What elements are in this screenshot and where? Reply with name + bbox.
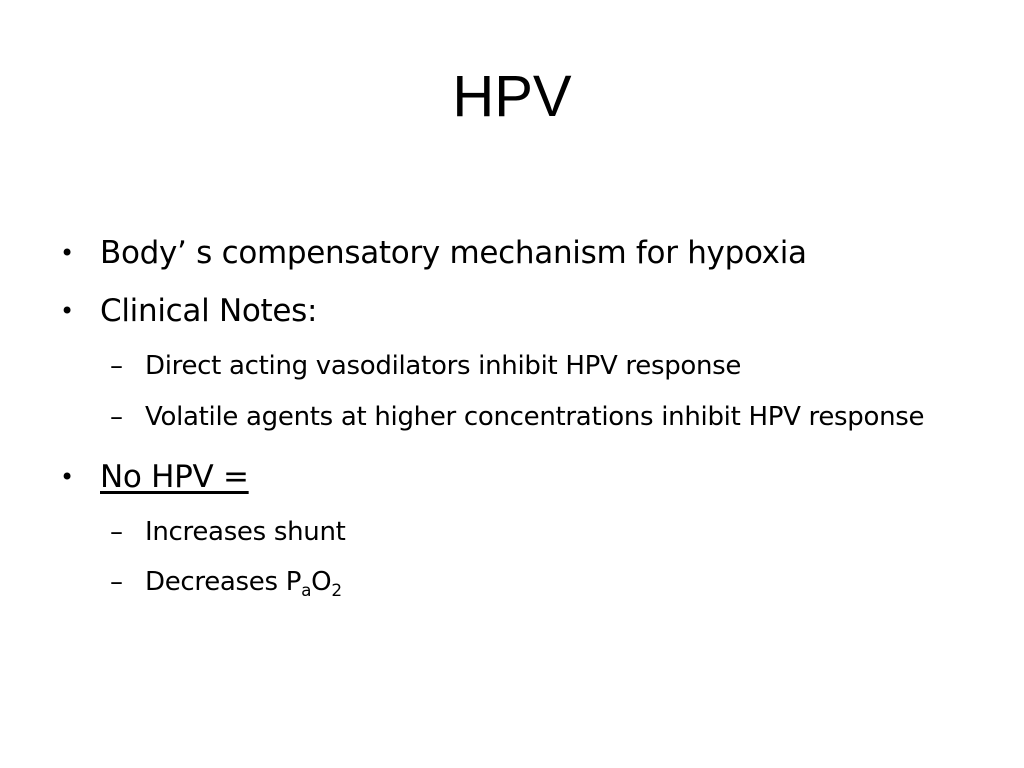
slide-title: HPV: [452, 64, 572, 129]
bullet-icon: •: [60, 463, 74, 491]
sub-bullet-item: [60, 562, 960, 602]
bullet-item: [60, 230, 960, 276]
dash-icon: –: [110, 351, 123, 381]
sub-bullet-text: Increases shunt: [145, 517, 346, 547]
subscript-2: 2: [331, 579, 342, 600]
bullet-icon: •: [60, 239, 74, 267]
sub-bullet-item: [60, 396, 960, 438]
bullet-icon: •: [60, 297, 74, 325]
dash-icon: –: [110, 402, 123, 432]
sub-bullet-item: [60, 346, 960, 386]
bullet-list: [60, 230, 960, 612]
text-o: O: [311, 567, 332, 597]
sub-bullet-text: Direct acting vasodilators inhibit HPV response: [145, 351, 742, 381]
dash-icon: –: [110, 567, 123, 597]
bullet-text: Body’ s compensatory mechanism for hypoxia: [100, 235, 807, 271]
bullet-text: No HPV =: [100, 459, 249, 495]
subscript-a: a: [301, 579, 312, 600]
bullet-item: [60, 288, 960, 334]
bullet-item: [60, 454, 960, 500]
sub-bullet-item: [60, 512, 960, 552]
bullet-text: Clinical Notes:: [100, 293, 318, 329]
sub-bullet-text: Volatile agents at higher concentrations inhibit HPV response: [145, 402, 925, 432]
dash-icon: –: [110, 517, 123, 547]
text-main: Decreases P: [145, 567, 302, 597]
sub-bullet-text: [145, 567, 342, 600]
